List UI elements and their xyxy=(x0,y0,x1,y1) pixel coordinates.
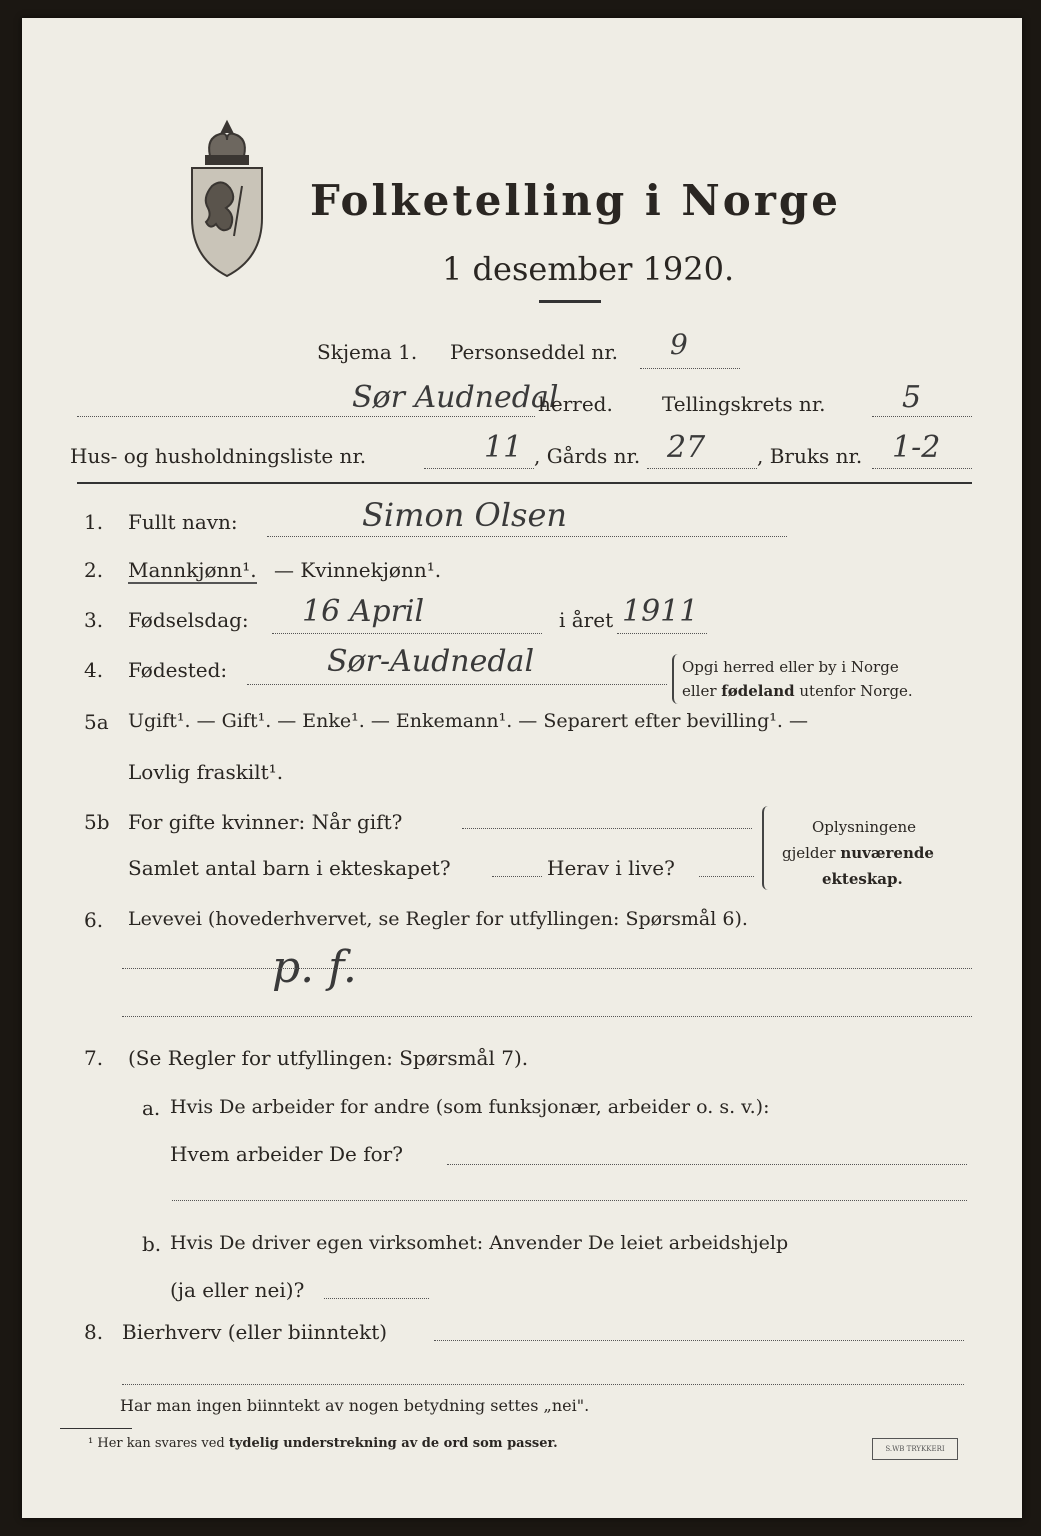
hus-line xyxy=(424,468,534,469)
q8-label: Bierhverv (eller biinntekt) xyxy=(122,1320,388,1344)
q7a-label2: Hvem arbeider De for? xyxy=(170,1142,403,1166)
q7b-line xyxy=(324,1298,429,1299)
q1-label: Fullt navn: xyxy=(128,510,238,534)
q5b-note-a: gjelder xyxy=(782,844,841,862)
tellingskrets-value[interactable]: 5 xyxy=(902,380,922,415)
q2-number: 2. xyxy=(84,558,104,582)
gards-label: , Gårds nr. xyxy=(534,444,641,468)
hus-label: Hus- og husholdningsliste nr. xyxy=(70,444,367,468)
q3-label: Fødselsdag: xyxy=(128,608,249,632)
skjema-label: Skjema 1. xyxy=(317,340,418,364)
bruks-value[interactable]: 1-2 xyxy=(892,430,941,465)
q3-date-value[interactable]: 16 April xyxy=(302,594,425,629)
footnote-mark: ¹ xyxy=(88,1436,94,1451)
q6-value[interactable]: p. f. xyxy=(272,942,357,993)
q8-line2 xyxy=(122,1384,964,1385)
q8-note: Har man ingen biinntekt av nogen betydning settes „nei". xyxy=(120,1396,590,1415)
q1-number: 1. xyxy=(84,510,104,534)
q3-year-value[interactable]: 1911 xyxy=(622,594,699,629)
q4-number: 4. xyxy=(84,658,104,682)
q5b-married-line xyxy=(462,828,752,829)
q5a-number: 5a xyxy=(84,710,109,734)
form-date: 1 desember 1920. xyxy=(442,250,735,288)
q4-note-b: fødeland xyxy=(721,682,795,700)
coat-of-arms-icon xyxy=(182,116,272,286)
q4-note-a: eller xyxy=(682,682,722,700)
q4-value[interactable]: Sør-Audnedal xyxy=(327,644,535,679)
census-form-page xyxy=(22,18,1022,1518)
bruks-label: , Bruks nr. xyxy=(757,444,863,468)
q4-note-c: utenfor Norge. xyxy=(794,682,913,700)
q3-year-line xyxy=(617,633,707,634)
q4-brace xyxy=(672,654,682,704)
q5b-note-line3: ekteskap. xyxy=(822,870,903,888)
q7a-line1 xyxy=(447,1164,967,1165)
q6-number: 6. xyxy=(84,908,104,932)
q5a-options[interactable]: Ugift¹. — Gift¹. — Enke¹. — Enkemann¹. — Separert efter bevilling¹. — xyxy=(128,710,808,732)
q5b-alive-line xyxy=(699,876,754,877)
q7-number: 7. xyxy=(84,1046,104,1070)
q7b-label2: (ja eller nei)? xyxy=(170,1278,305,1302)
herred-line xyxy=(77,416,535,417)
q6-line1 xyxy=(122,968,972,969)
q1-line xyxy=(267,536,787,537)
personseddel-line xyxy=(640,368,740,369)
bruks-line xyxy=(872,468,972,469)
q4-line xyxy=(247,684,667,685)
herred-value[interactable]: Sør Audnedal xyxy=(352,380,559,415)
tellingskrets-label: Tellingskrets nr. xyxy=(662,392,826,416)
q5b-alive-label: Herav i live? xyxy=(547,856,675,880)
q6-label: Levevei (hovederhvervet, se Regler for utfyllingen: Spørsmål 6). xyxy=(128,908,748,930)
printer-stamp: S.WB TRYKKERI xyxy=(872,1438,958,1460)
form-title: Folketelling i Norge xyxy=(310,176,842,225)
footnote-text-a: Her kan svares ved xyxy=(97,1436,229,1451)
q5b-children-label: Samlet antal barn i ekteskapet? xyxy=(128,856,451,880)
q7b-number: b. xyxy=(142,1232,162,1256)
q7a-line2 xyxy=(172,1200,967,1201)
q3-number: 3. xyxy=(84,608,104,632)
q7a-number: a. xyxy=(142,1096,161,1120)
hus-value[interactable]: 11 xyxy=(484,430,523,465)
header-rule xyxy=(77,482,972,484)
q5b-children-line xyxy=(492,876,542,877)
q2-male-option[interactable]: Mannkjønn¹. xyxy=(128,558,257,582)
herred-label: herred. xyxy=(538,392,613,416)
q5a-options-line2[interactable]: Lovlig fraskilt¹. xyxy=(128,760,284,784)
q7b-label: Hvis De driver egen virksomhet: Anvender De leiet arbeidshjelp xyxy=(170,1232,789,1254)
q7a-label: Hvis De arbeider for andre (som funksjonær, arbeider o. s. v.): xyxy=(170,1096,770,1118)
q4-label: Fødested: xyxy=(128,658,228,682)
q1-value[interactable]: Simon Olsen xyxy=(362,496,567,534)
gards-line xyxy=(647,468,757,469)
personseddel-value[interactable]: 9 xyxy=(670,328,688,361)
tellingskrets-line xyxy=(872,416,972,417)
q2-rest: — Kvinnekjønn¹. xyxy=(274,558,442,582)
gards-value[interactable]: 27 xyxy=(667,430,706,465)
q3-date-line xyxy=(272,633,542,634)
footnote-text-b: tydelig understrekning av de ord som passer. xyxy=(228,1436,558,1451)
personseddel-label: Personseddel nr. xyxy=(450,340,619,364)
q6-line2 xyxy=(122,1016,972,1017)
q5b-note-b: nuværende xyxy=(840,844,934,862)
q5b-note-line1: Oplysningene xyxy=(812,818,917,836)
q7-label: (Se Regler for utfyllingen: Spørsmål 7). xyxy=(128,1046,529,1070)
q5b-brace xyxy=(762,806,772,890)
q5b-label: For gifte kvinner: Når gift? xyxy=(128,810,403,834)
title-divider xyxy=(539,300,601,303)
footnote-rule xyxy=(60,1428,132,1429)
q3-year-label: i året xyxy=(559,608,614,632)
q5b-number: 5b xyxy=(84,810,110,834)
q4-note-line1: Opgi herred eller by i Norge xyxy=(682,658,899,676)
q8-number: 8. xyxy=(84,1320,104,1344)
q8-line1 xyxy=(434,1340,964,1341)
